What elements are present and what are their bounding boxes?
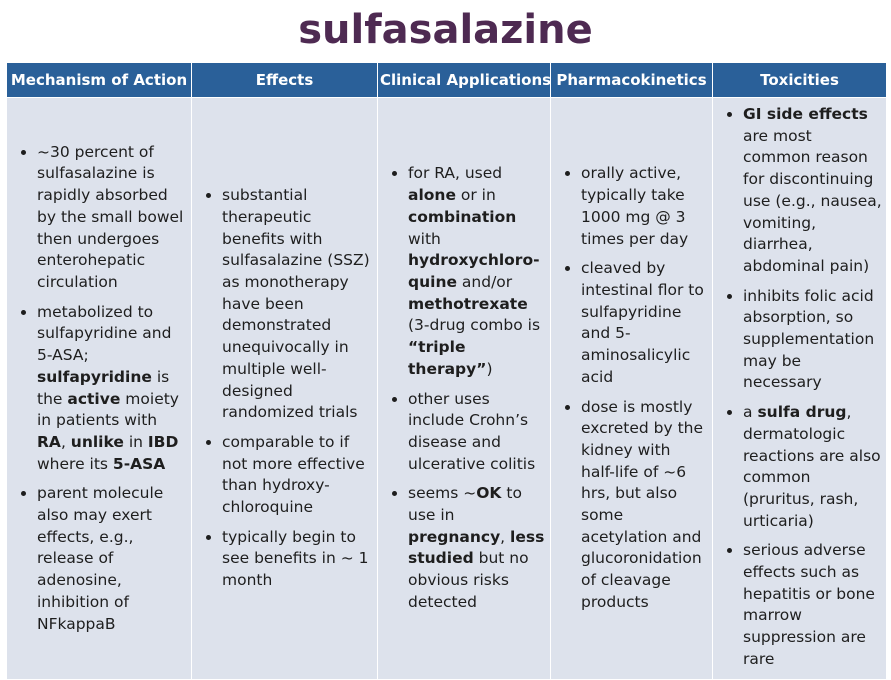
effects-list [198,185,373,592]
bullet-text: , dermatologic reactions are also common (pruritus, rash, urticaria) [743,403,881,530]
pharmacokinetics-cell [551,98,713,680]
bullet-text: is the [37,367,170,408]
header-clinical-applications: Clinical Applications [378,63,551,98]
emphasis-text: pregnancy [408,527,501,546]
emphasis-text: hydroxychloro-quine [408,251,540,291]
emphasis-text: methotrexate [408,294,528,313]
header-toxicities: Toxicities [713,63,887,98]
list-item [37,483,187,635]
emphasis-text: sulfa drug [757,403,847,422]
pharmacokinetics-list [557,163,708,613]
bullet-text: inhibits folic acid absorption, so supplementation may be necessary [743,286,875,392]
list-item [222,432,373,519]
bullet-text: moiety in patients with [37,389,179,430]
bullet-text: orally active, typically take 1000 mg @ 3 times per day [581,164,689,248]
header-pharmacokinetics: Pharmacokinetics [551,63,713,98]
drug-summary-table [6,62,887,680]
list-item [37,302,187,476]
effects-cell [192,98,378,680]
clinical-list [384,163,546,613]
toxicities-list [719,104,882,671]
list-item [408,389,546,476]
bullet-text: parent molecule also may exert effects, e.g., release of adenosine, inhibition of NFkappaB [37,484,164,633]
clinical-applications-cell [378,98,551,680]
bullet-text: substantial therapeutic benefits with sulfasalazine (SSZ) as monotherapy have been demonstrated unequivocally in multiple well-designed randomized trials [222,186,370,422]
emphasis-text: alone [408,186,456,205]
emphasis-text: GI side effects [743,105,868,123]
emphasis-text: less studied [408,527,545,568]
bullet-text: seems ~ [408,484,477,503]
bullet-text: serious adverse effects such as hepatitis or bone marrow suppression are rare [743,541,875,668]
emphasis-text: “triple therapy” [408,338,487,378]
list-item [743,286,882,395]
bullet-text: typically begin to see benefits in ~ 1 month [222,527,369,590]
bullet-text: with [408,229,441,248]
bullet-text: cleaved by intestinal flor to sulfapyridine and 5-aminosalicylic acid [581,259,704,386]
toxicities-cell [713,98,887,680]
header-mechanism: Mechanism of Action [7,63,192,98]
table-body-row [7,98,887,680]
bullet-text: ~30 percent of sulfasalazine is rapidly absorbed by the small bowel then undergoes enterohepatic circulation [37,142,184,291]
list-item [408,163,546,380]
bullet-text: to use in [408,484,522,525]
list-item [222,527,373,592]
list-item [222,185,373,424]
list-item [743,402,882,532]
emphasis-text: OK [476,484,502,503]
bullet-text: , [60,432,71,451]
slide-title: sulfasalazine [298,7,593,53]
emphasis-text: IBD [147,432,179,451]
bullet-text: for RA, used [408,164,503,183]
emphasis-text: 5-ASA [112,454,166,473]
emphasis-text: sulfapyridine [37,367,152,386]
bullet-text: metabolized to sulfapyridine and 5-ASA; [37,302,172,365]
bullet-text: comparable to if not more effective than hydroxy-chloroquine [222,432,365,517]
list-item [581,163,708,250]
bullet-text: or in [455,186,496,205]
header-effects: Effects [192,63,378,98]
emphasis-text: active [67,389,121,408]
list-item [743,104,882,278]
bullet-text: but no obvious risks detected [408,549,529,611]
emphasis-text: unlike [70,432,124,451]
bullet-text: are most common reason for discontinuing use (e.g., nausea, vomiting, diarrhea, abdominal pain) [743,126,882,275]
list-item [581,397,708,614]
bullet-text: (3-drug combo is [408,316,541,335]
bullet-text: where its [37,454,113,473]
bullet-text: a [743,403,758,422]
bullet-text: in [123,432,148,451]
emphasis-text: combination [408,207,517,226]
emphasis-text: RA [37,432,61,451]
mechanism-list [13,142,187,635]
list-item [581,258,708,388]
table-header-row [7,63,887,98]
bullet-text: and/or [457,272,513,291]
list-item [743,540,882,670]
mechanism-cell [7,98,192,680]
bullet-text: other uses include Crohn’s disease and ulcerative colitis [408,389,536,473]
list-item [408,483,546,613]
bullet-text: , [500,527,511,546]
bullet-text: ) [486,359,493,378]
bullet-text: dose is mostly excreted by the kidney with half-life of ~6 hrs, but also some acetylation and glucoronidation of cleavage products [581,397,704,611]
list-item [37,142,187,294]
